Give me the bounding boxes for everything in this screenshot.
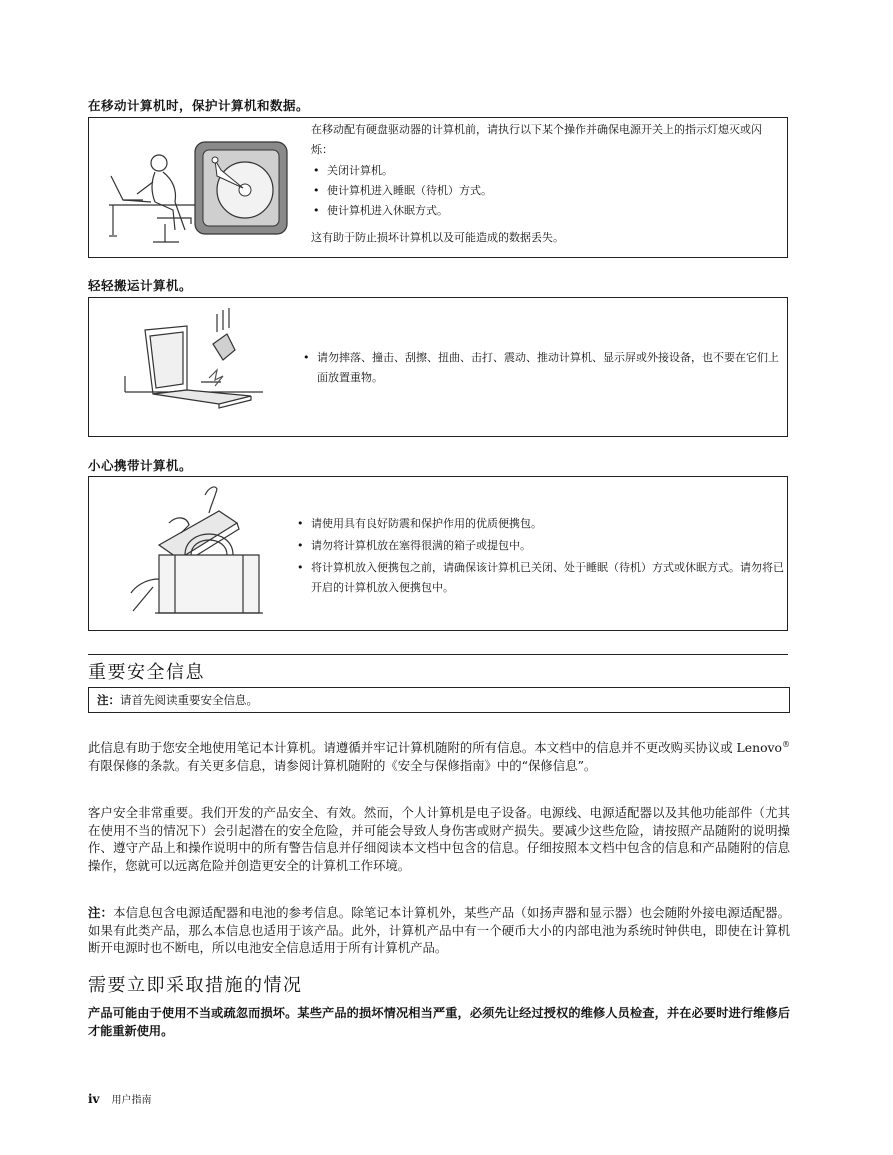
paragraph-customer-safety: 客户安全非常重要。我们开发的产品安全、有效。然而，个人计算机是电子设备。电源线、电源适配器以及其他功能部件（尤其在使用不当的情况下）会引起潜在的安全危险，并可能会导致人身伤害或财产损失。要减少这些危险，请按照产品随附的说明操作、遵守产品上和操作说明中的所有警告信息并仔细阅读本文档中包含的信息。仔细按照本文档中包含的信息和产品随附的信息操作，您就可以远离危险并创造更安全的计算机工作环境。 [88,805,790,873]
immediate-action-text: 产品可能由于使用不当或疏忽而损坏。某些产品的损坏情况相当严重，必须先让经过授权的维修人员检查，并在必要时进行维修后才能重新使用。 [88,1006,790,1038]
bullet-do-not-drop: • 请勿摔落、撞击、刮擦、扭曲、击打、震动、推动计算机、显示屏或外接设备，也不要在它们上面放置重物。 [301,348,787,388]
bullet-power-off-before-bag: • 将计算机放入便携包之前，请确保该计算机已关闭、处于睡眠（待机）方式或休眠方式。请勿将已开启的计算机放入便携包中。 [295,558,787,598]
note-text: 请首先阅读重要安全信息。 [120,693,258,707]
laptop-bag-illustration [129,483,299,623]
person-laptop-hdd-illustration [103,130,303,250]
para3-note-label: 注： [88,905,114,920]
section-title-carry-carefully: 小心携带计算机。 [88,458,193,473]
bullet-shutdown: • 关闭计算机。 [311,161,783,181]
para3-text: 本信息包含电源适配器和电池的参考信息。除笔记本计算机外，某些产品（如扬声器和显示器）也会随附外接电源适配器。如果有此类产品，那么本信息也适用于该产品。此外，计算机产品中有一个硬币大小的内部电池为系统时钟供电，即使在计算机断开电源时也不断电，所以电池安全信息适用于所有计算机产品。 [88,905,791,955]
handle-gently-box [88,297,788,437]
paragraph-immediate-action [88,1005,790,1040]
note-label: 注： [97,693,120,707]
document-title: 用户指南 [111,1095,152,1106]
para1-text-a: 此信息有助于您安全地使用笔记本计算机。请遵循并牢记计算机随附的所有信息。本文档中的信息并不更改购买协议或 Lenovo [88,740,782,756]
section-title-moving: 在移动计算机时，保护计算机和数据。 [88,98,310,113]
moving-intro-text: 在移动配有硬盘驱动器的计算机前，请执行以下某个操作并确保电源开关上的指示灯熄灭或闪烁： [311,123,762,156]
page-footer [88,1091,152,1106]
carry-carefully-instructions [295,514,787,598]
paragraph-power-battery-note [88,904,790,957]
section-title-handle-gently: 轻轻搬运计算机。 [88,278,193,293]
moving-instructions [311,120,783,248]
carry-carefully-box [88,476,788,631]
laptop-impact-illustration [123,304,273,424]
registered-mark: ® [782,740,790,749]
bullet-quality-bag: • 请使用具有良好防震和保护作用的优质便携包。 [295,514,787,534]
note-read-safety-first [88,687,790,713]
handle-gently-instructions [301,348,787,388]
para1-text-b: 有限保修的条款。有关更多信息，请参阅计算机随附的《安全与保修指南》中的“保修信息”。 [88,757,597,773]
section-divider [88,654,788,655]
moving-outro-text: 这有助于防止损坏计算机以及可能造成的数据丢失。 [311,231,564,244]
bullet-no-tight-case: • 请勿将计算机放在塞得很满的箱子或提包中。 [295,536,787,556]
bullet-hibernate-mode: • 使计算机进入休眠方式。 [311,201,783,221]
heading-important-safety: 重要安全信息 [88,662,205,683]
bullet-sleep-mode: • 使计算机进入睡眠（待机）方式。 [311,181,783,201]
heading-immediate-action: 需要立即采取措施的情况 [88,975,303,996]
paragraph-safety-intro [88,736,790,774]
page-number: iv [88,1092,100,1106]
moving-computer-box [88,117,788,258]
